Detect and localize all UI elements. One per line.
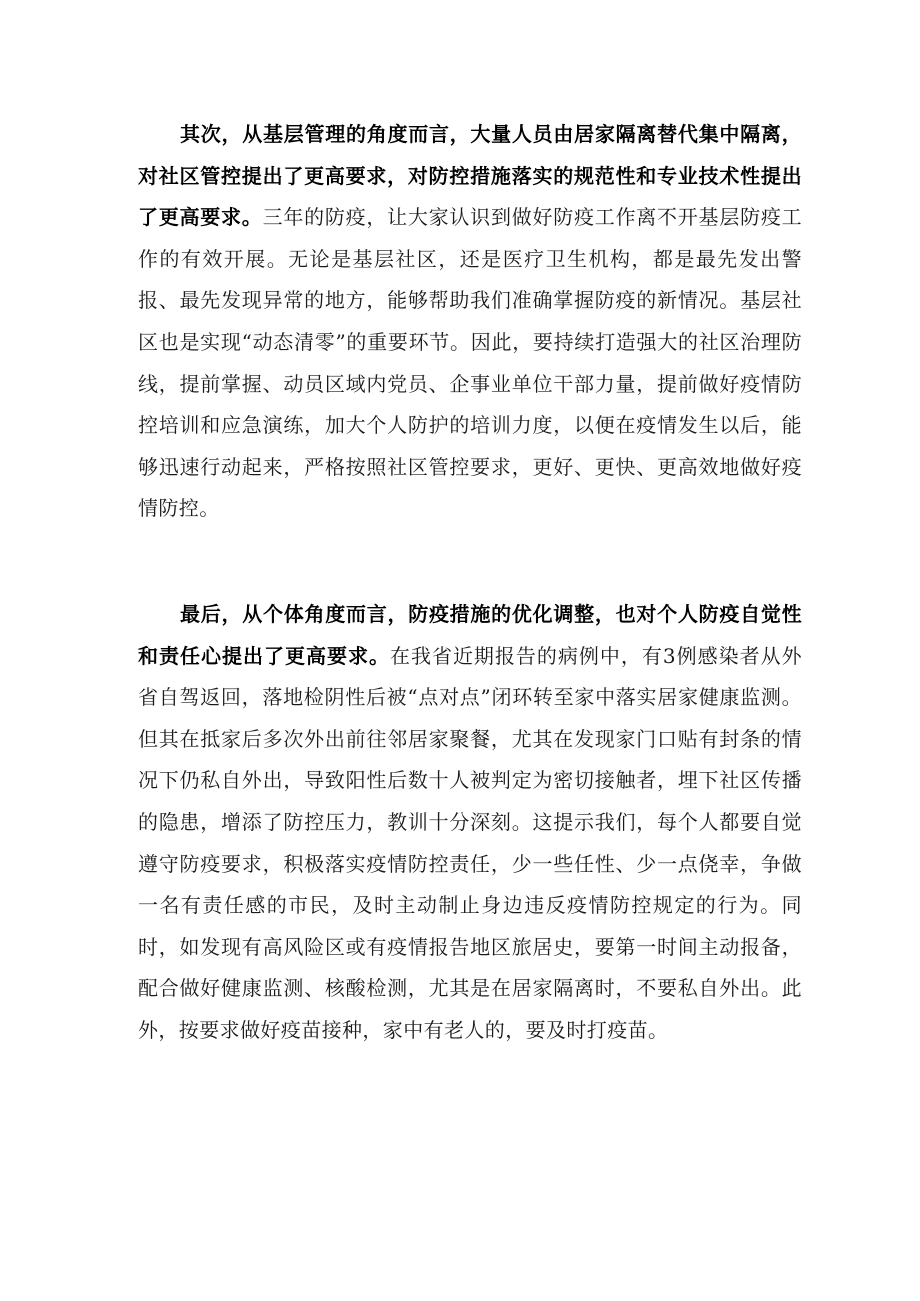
paragraph-community-management	[138, 114, 802, 530]
paragraph-body-text: 在我省近期报告的病例中，有3例感染者从外省自驾返回，落地检阴性后被“点对点”闭环转至家中落实居家健康监测。但其在抵家后多次外出前往邻居家聚餐，尤其在发现家门口贴有封条的情况下仍私自外出，导致阳性后数十人被判定为密切接触者，埋下社区传播的隐患，增添了防控压力，教训十分深刻。这提示我们，每个人都要自觉遵守防疫要求，积极落实疫情防控责任，少一些任性、少一点侥幸，争做一名有责任感的市民，及时主动制止身边违反疫情防控规定的行为。同时，如发现有高风险区或有疫情报告地区旅居史，要第一时间主动报备，配合做好健康监测、核酸检测，尤其是在居家隔离时，不要私自外出。此外，按要求做好疫苗接种，家中有老人的，要及时打疫苗。	[138, 643, 802, 1042]
paragraph-lead-sentence: 最后，从个体角度而言，防疫措施的优化调整，也对个人防疫自觉性和责任心提出了更高要求。	[138, 602, 802, 668]
paragraph-lead-sentence: 其次，从基层管理的角度而言，大量人员由居家隔离替代集中隔离，对社区管控提出了更高要求，对防控措施落实的规范性和专业技术性提出了更高要求。	[138, 122, 802, 230]
paragraph-individual-responsibility	[138, 594, 802, 1052]
paragraph-body-text: 三年的防疫，让大家认识到做好防疫工作离不开基层防疫工作的有效开展。无论是基层社区，还是医疗卫生机构，都是最先发出警报、最先发现异常的地方，能够帮助我们准确掌握防疫的新情况。基层社区也是实现“动态清零”的重要环节。因此，要持续打造强大的社区治理防线，提前掌握、动员区域内党员、企事业单位干部力量，提前做好疫情防控培训和应急演练，加大个人防护的培训力度，以便在疫情发生以后，能够迅速行动起来，严格按照社区管控要求，更好、更快、更高效地做好疫情防控。	[138, 205, 802, 521]
